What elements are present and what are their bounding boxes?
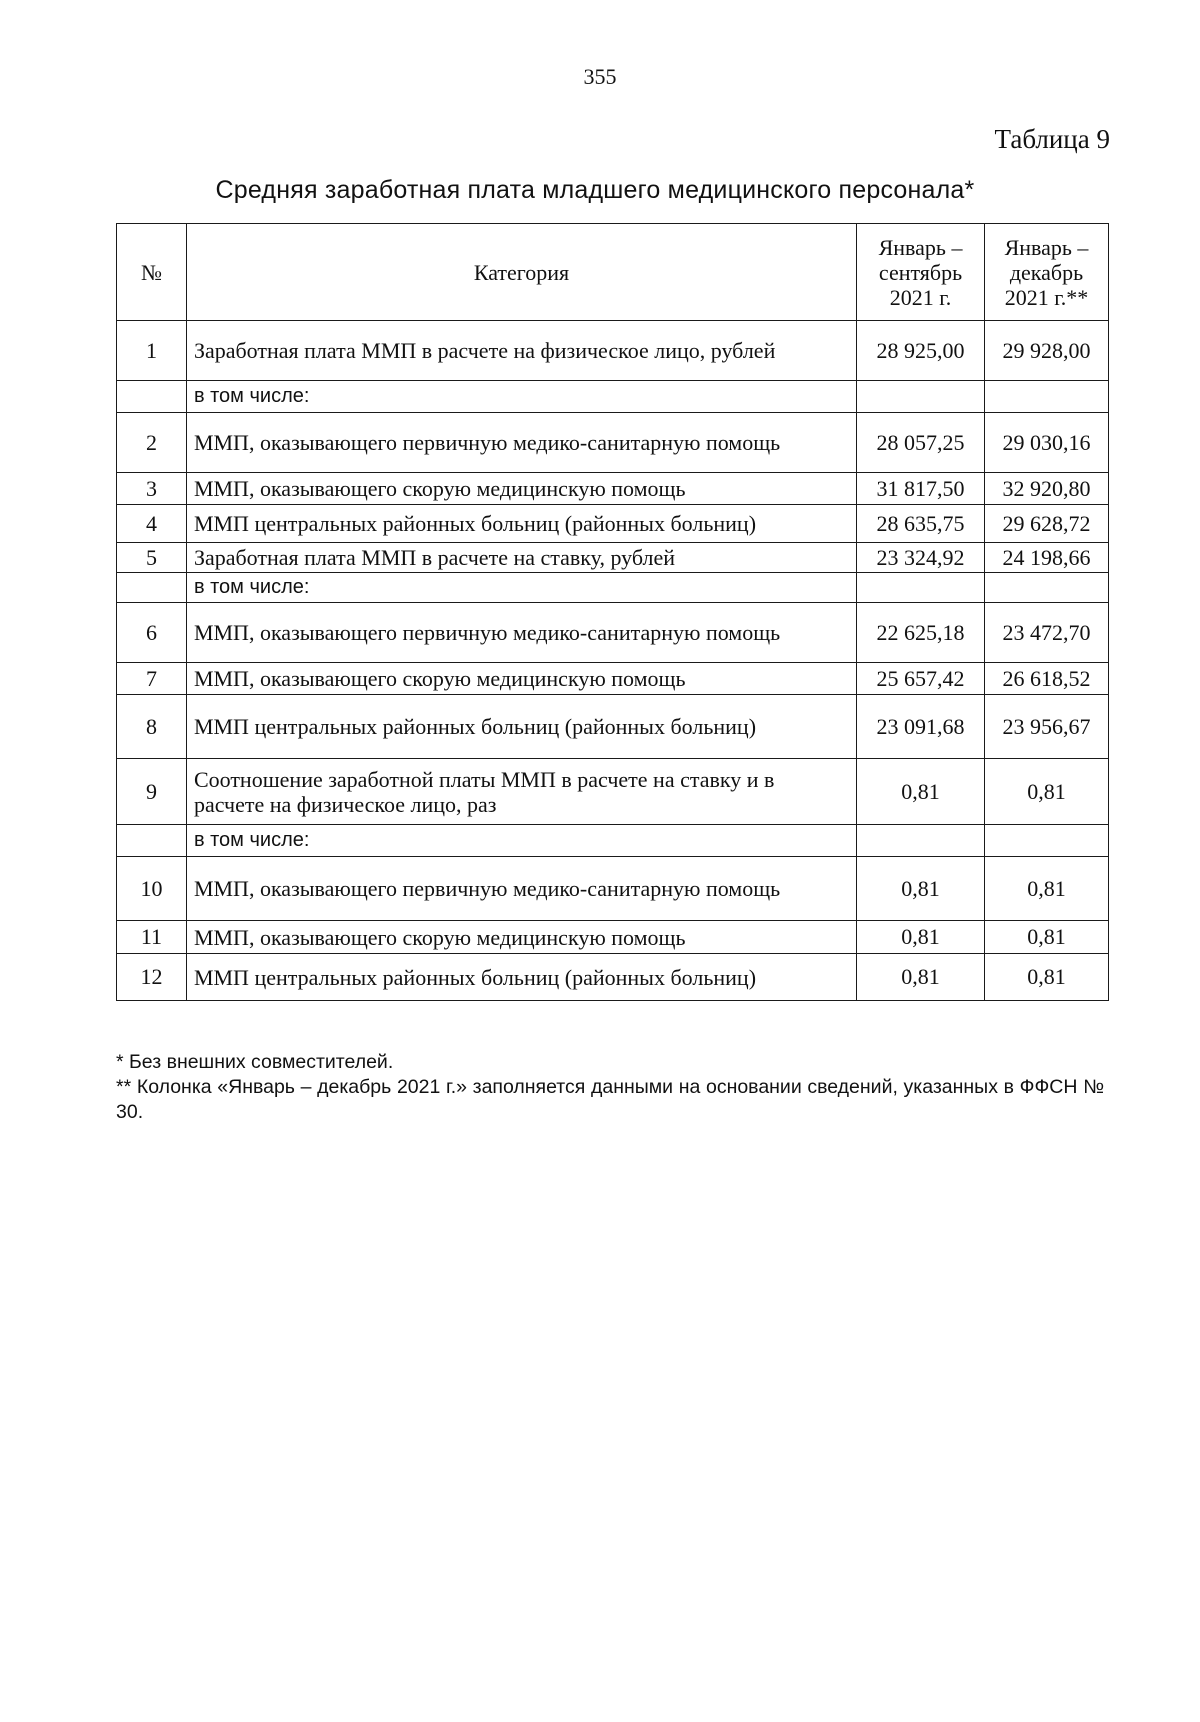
row-value-period1: 28 925,00	[857, 321, 985, 381]
row-category: в том числе:	[186, 825, 856, 857]
table-row	[117, 857, 1109, 921]
row-value-period1	[857, 573, 985, 603]
row-category: ММП, оказывающего первичную медико-санитарную помощь	[186, 603, 856, 663]
table-title: Средняя заработная плата младшего медицинского персонала*	[215, 176, 975, 204]
table-row	[117, 921, 1109, 954]
row-value-period2	[985, 573, 1109, 603]
row-num: 1	[117, 321, 187, 381]
row-category: в том числе:	[186, 381, 856, 413]
table-row	[117, 695, 1109, 759]
row-num	[117, 381, 187, 413]
row-num: 11	[117, 921, 187, 954]
header-category: Категория	[186, 224, 856, 321]
header-period1: Январь – сентябрь 2021 г.	[857, 224, 985, 321]
row-num	[117, 573, 187, 603]
footnotes	[116, 1050, 1104, 1125]
row-value-period1: 0,81	[857, 954, 985, 1001]
footnote-1: * Без внешних совместителей.	[116, 1051, 394, 1073]
table-row	[117, 413, 1109, 473]
row-category: ММП, оказывающего первичную медико-санитарную помощь	[186, 413, 856, 473]
row-value-period1: 0,81	[857, 857, 985, 921]
row-value-period2: 23 472,70	[985, 603, 1109, 663]
table-row	[117, 543, 1109, 573]
header-period2: Январь – декабрь 2021 г.**	[985, 224, 1109, 321]
header-num: №	[117, 224, 187, 321]
row-num: 4	[117, 505, 187, 543]
row-value-period1: 28 057,25	[857, 413, 985, 473]
row-category: ММП, оказывающего первичную медико-санитарную помощь	[186, 857, 856, 921]
row-value-period1: 0,81	[857, 759, 985, 825]
row-value-period1	[857, 381, 985, 413]
row-num: 10	[117, 857, 187, 921]
salary-table	[116, 223, 1109, 1001]
row-value-period2	[985, 825, 1109, 857]
table-row	[117, 663, 1109, 695]
row-value-period1: 25 657,42	[857, 663, 985, 695]
row-category: Заработная плата ММП в расчете на физическое лицо, рублей	[186, 321, 856, 381]
row-num: 5	[117, 543, 187, 573]
row-value-period1: 0,81	[857, 921, 985, 954]
table-row	[117, 825, 1109, 857]
row-value-period2: 0,81	[985, 954, 1109, 1001]
table-label: Таблица 9	[994, 124, 1110, 154]
row-num: 12	[117, 954, 187, 1001]
row-num: 2	[117, 413, 187, 473]
row-value-period1: 22 625,18	[857, 603, 985, 663]
table-row	[117, 505, 1109, 543]
row-value-period2: 0,81	[985, 759, 1109, 825]
table-header-row	[117, 224, 1109, 321]
row-value-period1: 23 324,92	[857, 543, 985, 573]
row-num: 6	[117, 603, 187, 663]
table-row	[117, 573, 1109, 603]
row-num: 8	[117, 695, 187, 759]
row-category: в том числе:	[186, 573, 856, 603]
row-value-period2: 23 956,67	[985, 695, 1109, 759]
table-row	[117, 954, 1109, 1001]
row-value-period2: 29 928,00	[985, 321, 1109, 381]
table-row	[117, 603, 1109, 663]
row-num: 9	[117, 759, 187, 825]
page-number: 355	[583, 64, 617, 89]
row-num: 7	[117, 663, 187, 695]
footnote-2: ** Колонка «Январь – декабрь 2021 г.» заполняется данными на основании сведений, указанных в ФФСН № 30.	[116, 1076, 1104, 1123]
row-category: Заработная плата ММП в расчете на ставку, рублей	[186, 543, 856, 573]
row-num: 3	[117, 473, 187, 505]
row-value-period2: 0,81	[985, 857, 1109, 921]
row-value-period2: 0,81	[985, 921, 1109, 954]
table-row	[117, 321, 1109, 381]
table-row	[117, 759, 1109, 825]
table-row	[117, 381, 1109, 413]
row-value-period2: 26 618,52	[985, 663, 1109, 695]
row-category: Соотношение заработной платы ММП в расчете на ставку и в расчете на физическое лицо, раз	[186, 759, 856, 825]
row-num	[117, 825, 187, 857]
table-row	[117, 473, 1109, 505]
row-category: ММП, оказывающего скорую медицинскую помощь	[186, 921, 856, 954]
row-category: ММП, оказывающего скорую медицинскую помощь	[186, 473, 856, 505]
row-value-period2: 29 628,72	[985, 505, 1109, 543]
row-category: ММП, оказывающего скорую медицинскую помощь	[186, 663, 856, 695]
row-value-period2: 29 030,16	[985, 413, 1109, 473]
row-value-period2: 32 920,80	[985, 473, 1109, 505]
row-value-period1	[857, 825, 985, 857]
row-value-period1: 31 817,50	[857, 473, 985, 505]
row-category: ММП центральных районных больниц (районных больниц)	[186, 954, 856, 1001]
row-category: ММП центральных районных больниц (районных больниц)	[186, 695, 856, 759]
row-category: ММП центральных районных больниц (районных больниц)	[186, 505, 856, 543]
row-value-period1: 28 635,75	[857, 505, 985, 543]
row-value-period2: 24 198,66	[985, 543, 1109, 573]
row-value-period1: 23 091,68	[857, 695, 985, 759]
row-value-period2	[985, 381, 1109, 413]
